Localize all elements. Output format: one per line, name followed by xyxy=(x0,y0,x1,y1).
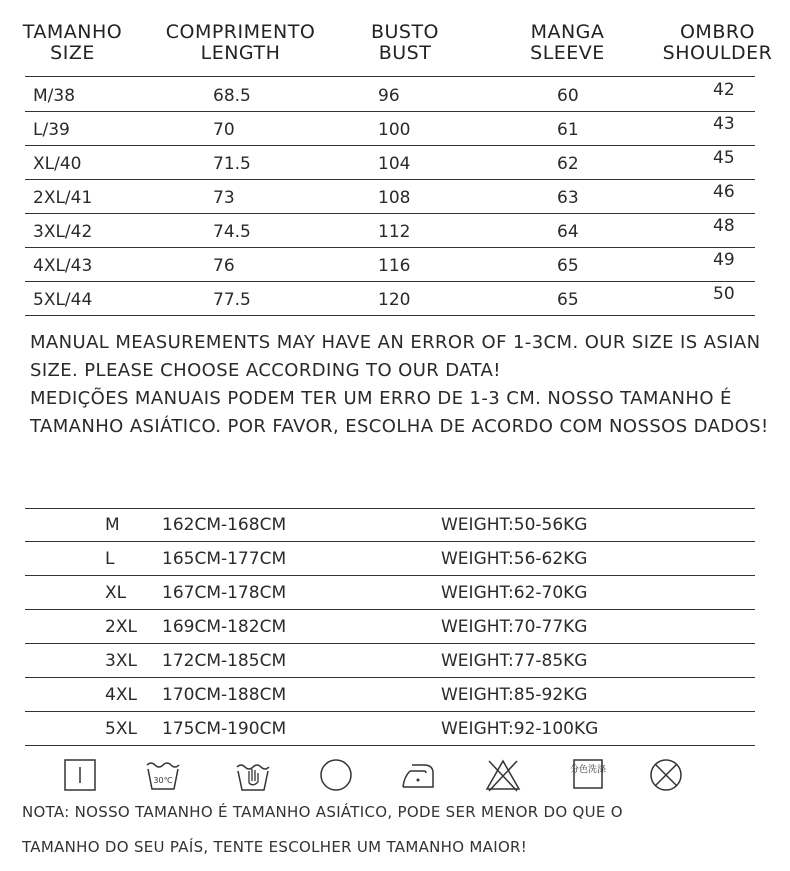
fit-weight: WEIGHT:77-85KG xyxy=(441,651,588,671)
table-rule xyxy=(25,247,755,248)
hand-wash-icon xyxy=(235,757,271,793)
fit-weight: WEIGHT:92-100KG xyxy=(441,719,599,739)
row-bust: 104 xyxy=(378,154,411,174)
care-icons xyxy=(0,757,790,797)
fit-size: 5XL xyxy=(105,719,137,739)
fit-weight: WEIGHT:70-77KG xyxy=(441,617,588,637)
fit-size: M xyxy=(105,515,120,535)
table-rule xyxy=(25,281,755,282)
fit-rule xyxy=(25,508,755,509)
table-rule xyxy=(25,76,755,77)
table-rule xyxy=(25,179,755,180)
row-bust: 108 xyxy=(378,188,411,208)
row-bust: 96 xyxy=(378,86,400,106)
row-length: 77.5 xyxy=(213,290,251,310)
table-rule xyxy=(25,111,755,112)
fit-height: 169CM-182CM xyxy=(162,617,287,637)
row-length: 71.5 xyxy=(213,154,251,174)
header-length-en: LENGTH xyxy=(200,42,281,64)
do-not-dry-clean-icon xyxy=(648,757,684,793)
iron-low-icon xyxy=(400,757,436,793)
row-size: 3XL/42 xyxy=(33,222,93,242)
row-size: 4XL/43 xyxy=(33,256,93,276)
header-bust-pt: BUSTO xyxy=(370,21,440,43)
fit-rule xyxy=(25,541,755,542)
footer-note-line-1: NOTA: NOSSO TAMANHO É TAMANHO ASIÁTICO, PODE SER MENOR DO QUE O xyxy=(22,803,623,821)
header-bust xyxy=(355,22,455,64)
row-sleeve: 62 xyxy=(557,154,579,174)
note-portuguese: MEDIÇÕES MANUAIS PODEM TER UM ERRO DE 1-3 CM. NOSSO TAMANHO É TAMANHO ASIÁTICO. POR FAVOR, ESCOLHA DE ACORDO COM NOSSOS DADOS! xyxy=(30,388,769,437)
row-shoulder: 45 xyxy=(713,148,735,168)
header-sleeve-en: SLEEVE xyxy=(530,42,605,64)
wash-separately-icon xyxy=(570,757,606,793)
fit-weight: WEIGHT:50-56KG xyxy=(441,515,588,535)
header-size xyxy=(10,22,135,64)
row-size: XL/40 xyxy=(33,154,82,174)
fit-height: 165CM-177CM xyxy=(162,549,287,569)
row-shoulder: 46 xyxy=(713,182,735,202)
fit-height: 162CM-168CM xyxy=(162,515,287,535)
fit-size: L xyxy=(105,549,115,569)
row-sleeve: 61 xyxy=(557,120,579,140)
row-length: 73 xyxy=(213,188,235,208)
fit-weight: WEIGHT:56-62KG xyxy=(441,549,588,569)
header-shoulder xyxy=(645,22,790,64)
row-bust: 116 xyxy=(378,256,411,276)
row-sleeve: 63 xyxy=(557,188,579,208)
measurement-notes xyxy=(30,329,770,441)
row-shoulder: 50 xyxy=(713,284,735,304)
header-sleeve-pt: MANGA xyxy=(530,21,605,43)
fit-height: 170CM-188CM xyxy=(162,685,287,705)
header-size-en: SIZE xyxy=(50,42,95,64)
fit-rule xyxy=(25,575,755,576)
row-bust: 120 xyxy=(378,290,411,310)
footer-note-line-2: TAMANHO DO SEU PAÍS, TENTE ESCOLHER UM TAMANHO MAIOR! xyxy=(22,838,528,856)
row-length: 76 xyxy=(213,256,235,276)
row-size: M/38 xyxy=(33,86,76,106)
row-size: 2XL/41 xyxy=(33,188,93,208)
header-shoulder-en: SHOULDER xyxy=(662,42,773,64)
fit-rule xyxy=(25,745,755,746)
row-sleeve: 65 xyxy=(557,290,579,310)
row-shoulder: 43 xyxy=(713,114,735,134)
row-size: L/39 xyxy=(33,120,70,140)
row-length: 68.5 xyxy=(213,86,251,106)
table-rule xyxy=(25,213,755,214)
fit-rule xyxy=(25,609,755,610)
fit-size: 3XL xyxy=(105,651,137,671)
row-shoulder: 48 xyxy=(713,216,735,236)
fit-rule xyxy=(25,643,755,644)
row-bust: 100 xyxy=(378,120,411,140)
row-sleeve: 60 xyxy=(557,86,579,106)
header-size-pt: TAMANHO xyxy=(22,21,123,43)
row-size: 5XL/44 xyxy=(33,290,93,310)
row-sleeve: 64 xyxy=(557,222,579,242)
table-rule xyxy=(25,315,755,316)
fit-size: 2XL xyxy=(105,617,137,637)
note-english: MANUAL MEASUREMENTS MAY HAVE AN ERROR OF 1-3CM. OUR SIZE IS ASIAN SIZE. PLEASE CHOOSE ACCORDING TO OUR DATA! xyxy=(30,332,761,381)
header-length xyxy=(148,22,333,64)
fit-rule xyxy=(25,677,755,678)
row-sleeve: 65 xyxy=(557,256,579,276)
dry-clean-icon xyxy=(318,757,354,793)
header-shoulder-pt: OMBRO xyxy=(679,21,756,43)
fit-height: 175CM-190CM xyxy=(162,719,287,739)
row-length: 74.5 xyxy=(213,222,251,242)
row-bust: 112 xyxy=(378,222,411,242)
wash-temperature-label: 30℃ xyxy=(153,776,173,785)
header-bust-en: BUST xyxy=(378,42,432,64)
row-shoulder: 42 xyxy=(713,80,735,100)
fit-height: 172CM-185CM xyxy=(162,651,287,671)
do-not-bleach-icon xyxy=(485,757,521,793)
wash-separately-label: 分色洗涤 xyxy=(570,765,606,775)
table-rule xyxy=(25,145,755,146)
header-length-pt: COMPRIMENTO xyxy=(165,21,316,43)
fit-height: 167CM-178CM xyxy=(162,583,287,603)
row-length: 70 xyxy=(213,120,235,140)
fit-size: XL xyxy=(105,583,127,603)
row-shoulder: 49 xyxy=(713,250,735,270)
wash-30-icon xyxy=(145,757,181,793)
fit-weight: WEIGHT:85-92KG xyxy=(441,685,588,705)
fit-weight: WEIGHT:62-70KG xyxy=(441,583,588,603)
tumble-dry-icon xyxy=(62,757,98,793)
fit-rule xyxy=(25,711,755,712)
fit-size: 4XL xyxy=(105,685,137,705)
header-sleeve xyxy=(510,22,625,64)
